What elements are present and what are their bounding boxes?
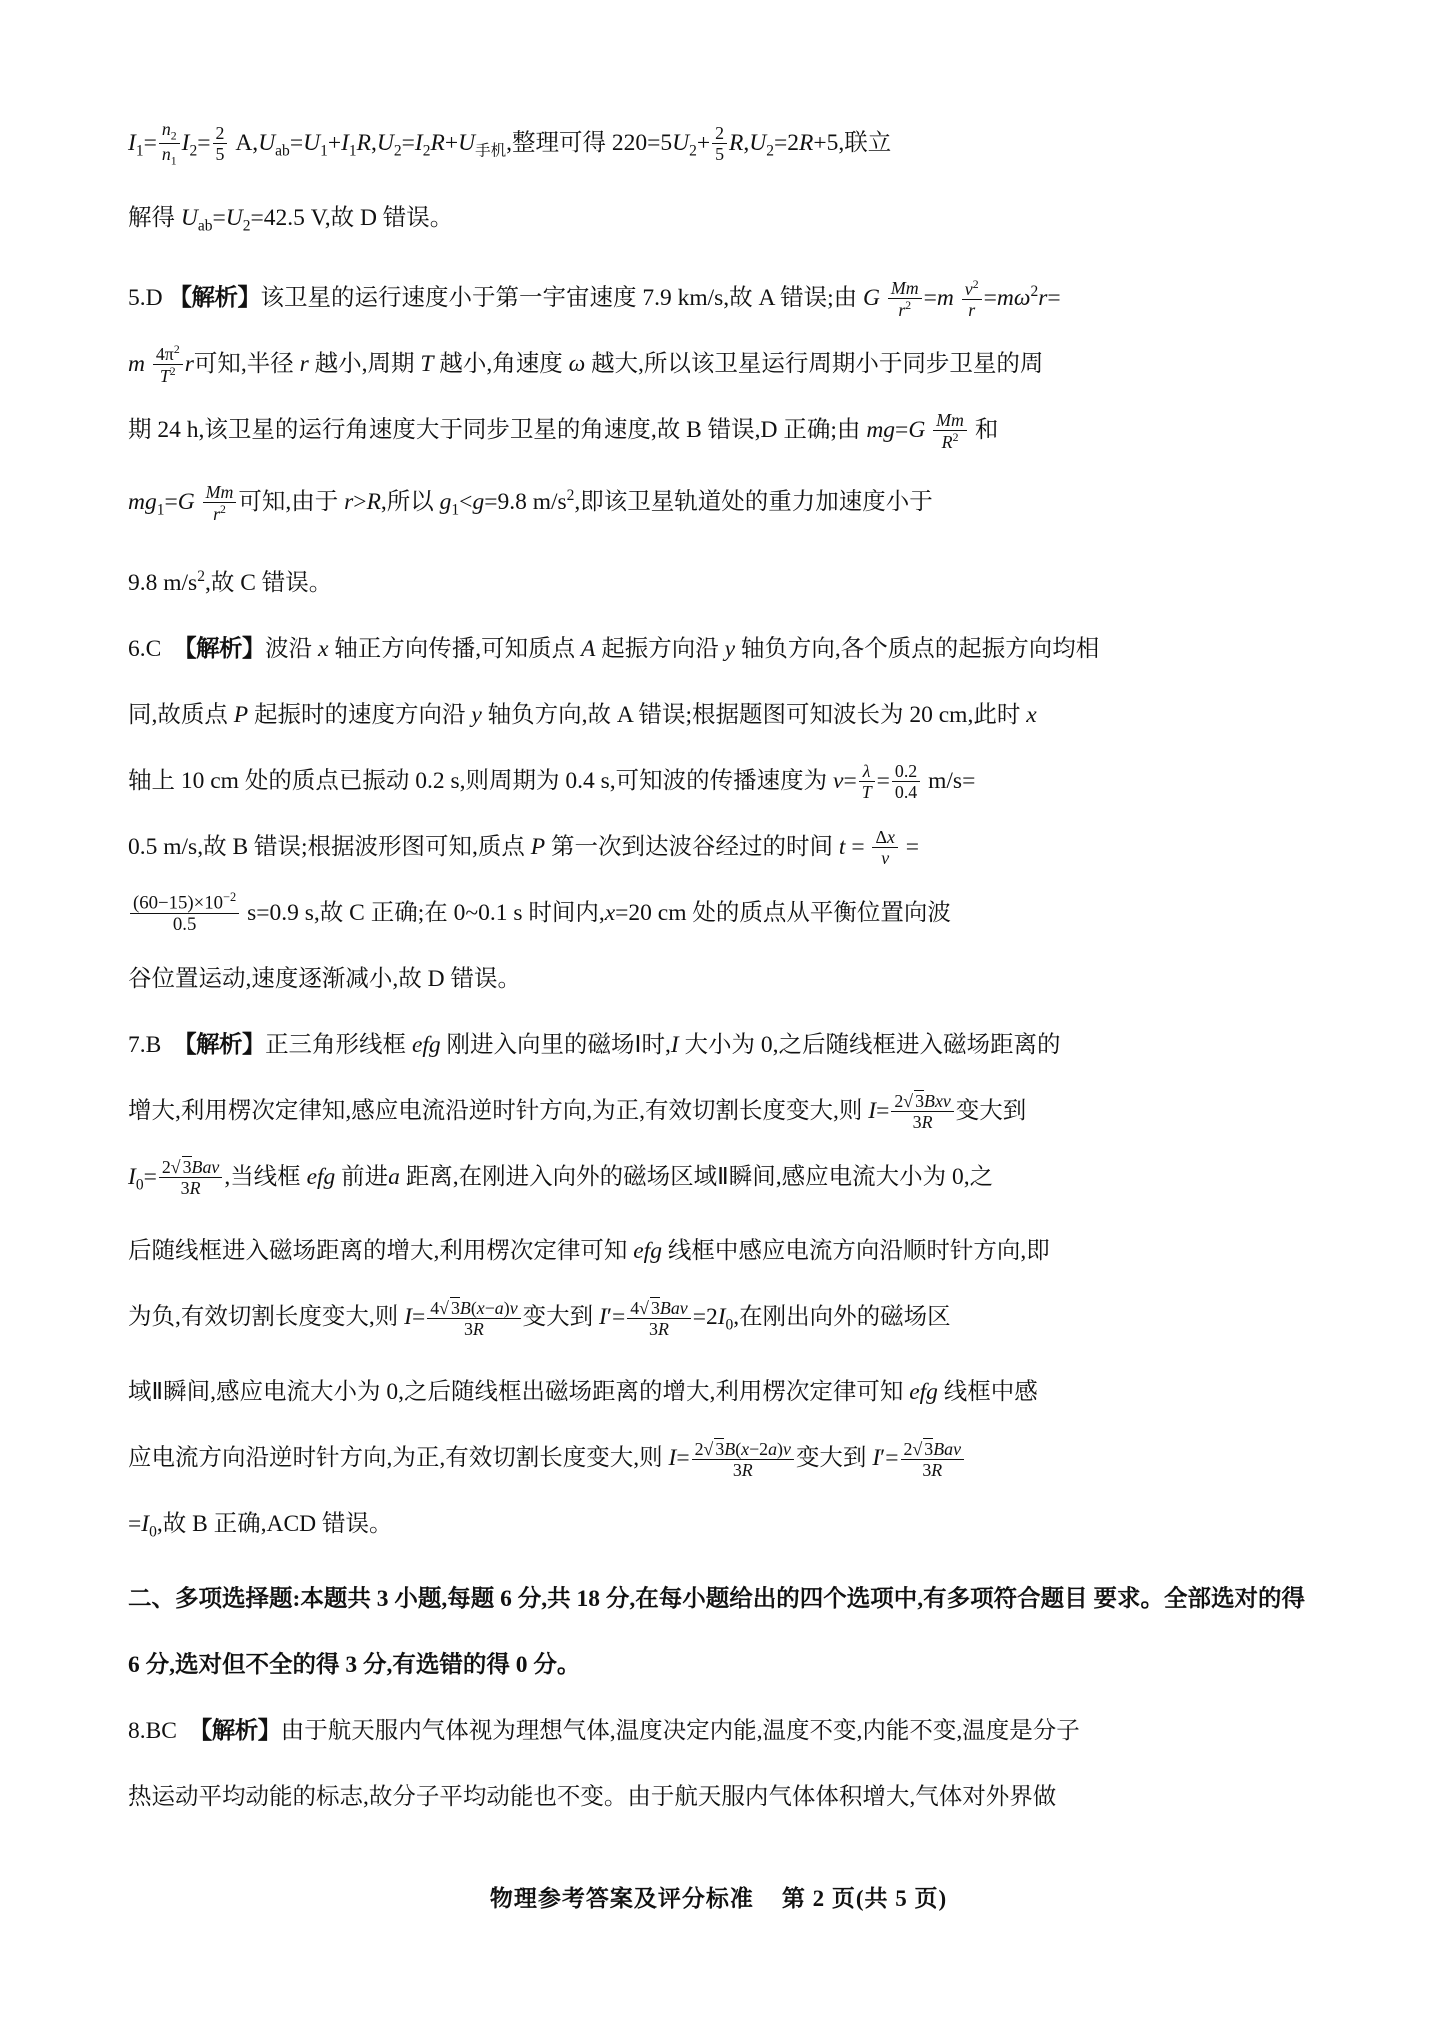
line: 期 24 h,该卫星的运行角速度大于同步卫星的角速度,故 B 错误,D 正确;由 mg=G $\frac{Mm}{R^2}$ 和 <box>128 409 999 452</box>
line: 同,故质点 P 起振时的速度方向沿 y 轴负方向,故 A 错误;根据题图可知波长为 20 cm,此时 x <box>128 701 1037 728</box>
line: 增大,利用楞次定律知,感应电流沿逆时针方向,为正,有效切割长度变大,则 I= $\frac{\text{2√ 3Bxv}}{3R}$ 变大到 <box>128 1091 1027 1133</box>
explanation-tag: 【解析】 <box>168 285 261 312</box>
answer-label-5: 5.D <box>128 285 163 312</box>
footer-page-number: 第 2 页(共 5 页) <box>781 1886 948 1911</box>
line: 7.B 【解析】正三角形线框 efg 刚进入向里的磁场Ⅰ时,I 大小为 0,之后随线框进入磁场距离的 <box>128 1012 1313 1078</box>
line: 8.BC 【解析】由于航天服内气体视为理想气体,温度决定内能,温度不变,内能不变,温度是分子 <box>128 1698 1313 1764</box>
line: $\frac{(60-15)\times 10^{-2}}{0.5}$ s=0.9 s,故 C 正确;在 0~0.1 s 时间内,x=20 cm 处的质点从平衡位置向波 <box>128 880 1313 946</box>
line: 为负,有效切割长度变大,则 I= $\frac{4√ 3B(x-a)v}{3R}$ 变大到 I′= $\frac{\text{4√ 3Bav}}{3R}$ $=2I_0$,在刚出向外的磁场区 <box>128 1297 951 1339</box>
line: 应电流方向沿逆时针方向,为正,有效切割长度变大,则 I= $\frac{2√ 3B(x-2a)v}{3R}$ 变大到 I′= $\frac{\text{2√ 3Bav}}{3R}$ <box>128 1425 1313 1491</box>
line: 要求。全部选对的得 6 分,选对但不全的得 3 分,有选错的得 0 分。 <box>128 1585 1305 1678</box>
paragraph-q8 <box>128 1698 1313 1830</box>
paragraph-q5 <box>128 259 1313 615</box>
line: 域Ⅱ瞬间,感应电流大小为 0,之后随线框出磁场距离的增大,利用楞次定律可知 efg 线框中感 <box>128 1378 1038 1405</box>
page-footer <box>0 1880 1437 1913</box>
line: 轴上 10 cm 处的质点已振动 0.2 s,则周期为 0.4 s,可知波的传播速度为 v= $\frac{\lambda}{T}$ = $\frac{0.2}{0.4}$ m/s= <box>128 760 976 802</box>
line: 二、多项选择题:本题共 3 小题,每题 6 分,共 18 分,在每小题给出的四个选项中,有多项符合题目 <box>128 1585 1088 1612</box>
paragraph-q6 <box>128 616 1313 1012</box>
line: m $\frac{4\pi^2}{T^2}$ r可知,半径 r 越小,周期 T 越小,角速度 ω 越大,所以该卫星运行周期小于同步卫星的周 <box>128 343 1044 387</box>
section-heading-multiple-choice <box>128 1566 1313 1698</box>
paragraph-q4-tail <box>128 110 1313 259</box>
line: $I_1=$ $\frac{n_2}{n_1}$ $I_2=$ $\frac{2}{5}$ $A,U_{ab}=U_1+I_1R,U_2=I_2R+U_{手机}$,整理可得 $220=5U_2+$ $\frac{2}{5}$ $R,U_2=2R+5$,联立 <box>128 119 892 168</box>
line: 5.D 【解析】该卫星的运行速度小于第一宇宙速度 7.9 km/s,故 A 错误;由 G $\frac{Mm}{r^2}$ =m $\frac{v^2}{r}$ $=m\omega^2r=$ <box>128 259 1313 331</box>
explanation-tag: 【解析】 <box>173 635 266 662</box>
line: 后随线框进入磁场距离的增大,利用楞次定律可知 efg 线框中感应电流方向沿顺时针方向,即 <box>128 1238 1050 1265</box>
line: 6.C 【解析】波沿 x 轴正方向传播,可知质点 A 起振方向沿 y 轴负方向,各个质点的起振方向均相 <box>128 616 1313 682</box>
footer-title: 物理参考答案及评分标准 <box>489 1886 754 1911</box>
paragraph-q7 <box>128 1012 1313 1566</box>
line: 9.8 $m/s^2$,故 C 错误。 <box>128 567 333 596</box>
answer-label-7: 7.B <box>128 1031 162 1058</box>
answer-label-6: 6.C <box>128 635 162 662</box>
line: $=I_0$,故 B 正确,ACD 错误。 <box>128 1510 393 1541</box>
line: 解得 $U_{ab}=U_2=42.5$ V,故 D 错误。 <box>128 204 454 235</box>
page-content <box>128 110 1313 1830</box>
line: $mg_1=G$ $\frac{Mm}{r^2}$ 可知,由于 r>R,所以 $g_1<g=9.8$ $m/s^2$,即该卫星轨道处的重力加速度小于 <box>128 481 933 524</box>
explanation-tag: 【解析】 <box>173 1031 266 1058</box>
line: 0.5 m/s,故 B 错误;根据波形图可知,质点 P 第一次到达波谷经过的时间 t = $\frac{\Delta x}{v}$ = <box>128 826 920 868</box>
line: 热运动平均动能的标志,故分子平均动能也不变。由于航天服内气体体积增大,气体对外界做 <box>128 1783 1057 1810</box>
answer-label-8: 8.BC <box>128 1717 177 1744</box>
line: 谷位置运动,速度逐渐减小,故 D 错误。 <box>128 965 521 992</box>
line: $I_0=$ $\frac{\text{2√ 3Bav}}{3R}$ ,当线框 efg 前进a 距离,在刚进入向外的磁场区域Ⅱ瞬间,感应电流大小为 0,之 <box>128 1157 994 1199</box>
explanation-tag: 【解析】 <box>188 1717 281 1744</box>
